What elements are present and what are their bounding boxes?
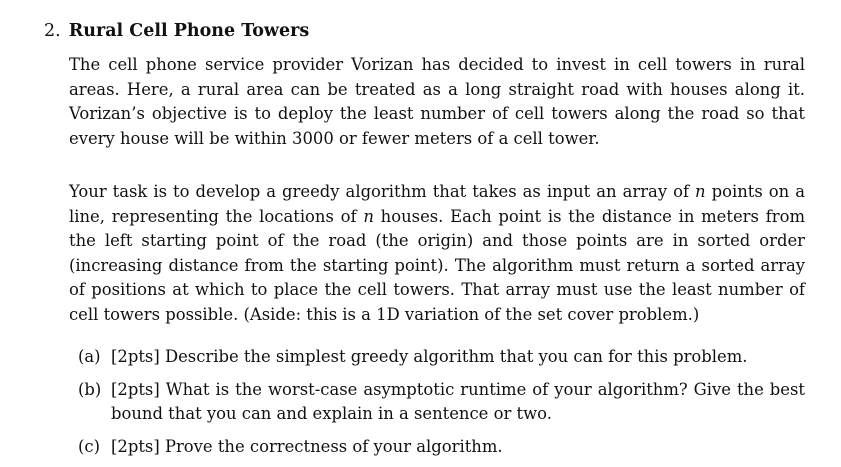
question-part-c xyxy=(78,435,805,460)
task-text-1: Your task is to develop a greedy algorithm that takes as input an array of xyxy=(69,182,696,201)
part-points: [2pts] xyxy=(111,436,160,456)
part-points: [2pts] xyxy=(111,379,160,399)
part-text: Prove the correctness of your algorithm. xyxy=(164,436,503,456)
problem-title: Rural Cell Phone Towers xyxy=(68,21,310,41)
variable-n: n xyxy=(695,182,706,201)
question-part-b xyxy=(78,378,805,427)
question-parts-list xyxy=(78,345,805,467)
part-marker: (b) xyxy=(78,379,102,399)
problem-number: 2. xyxy=(44,21,61,41)
part-text: Describe the simplest greedy algorithm that you can for this problem. xyxy=(164,347,748,366)
part-marker: (a) xyxy=(78,347,101,366)
part-text: What is the worst-case asymptotic runtime of your algorithm? Give the best bound that you can and explain in a sentence or two. xyxy=(111,379,805,423)
task-text-2: points on a line, representing the locations of xyxy=(69,182,805,226)
question-part-a xyxy=(78,345,805,370)
task-paragraph xyxy=(69,180,805,327)
task-text-3: houses. Each point is the distance in meters from the left starting point of the road (the origin) and those points are in sorted order (increasing distance from the starting point). The algorithm must return a sorted array of positions at which to place the cell towers. That array must use the least number of cell towers possible. (Aside: this is a 1D variation of the set cover problem.) xyxy=(69,206,805,324)
intro-paragraph: The cell phone service provider Vorizan has decided to invest in cell towers in rural areas. Here, a rural area can be treated as a long straight road with houses along it. Vorizan’s objective is to deploy the least number of cell towers along the road so that every house will be within 3000 or fewer meters of a cell tower. xyxy=(69,55,805,148)
variable-n: n xyxy=(363,206,374,226)
part-marker: (c) xyxy=(78,436,100,456)
problem-heading xyxy=(44,18,309,44)
part-points: [2pts] xyxy=(111,347,160,366)
